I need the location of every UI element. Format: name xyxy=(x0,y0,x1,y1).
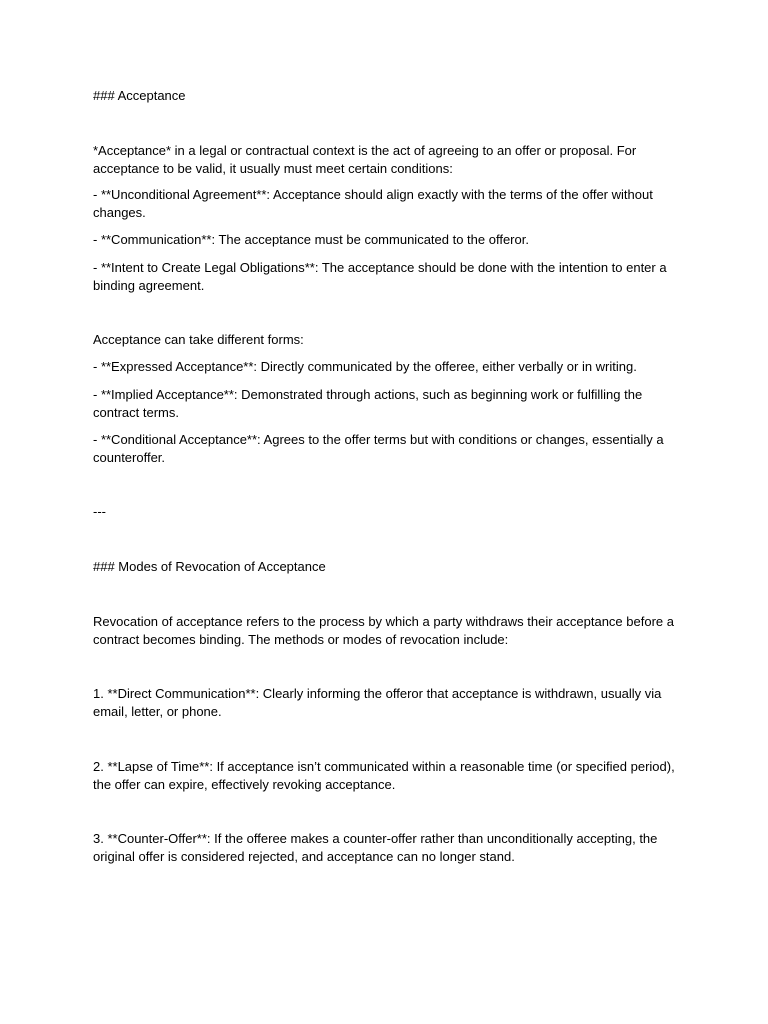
paragraph-acceptance-definition: *Acceptance* in a legal or contractual context is the act of agreeing to an offer or proposal. For acceptance to be valid, it usually must meet certain conditions: xyxy=(93,143,637,176)
list-item-conditional-acceptance: - **Conditional Acceptance**: Agrees to the offer terms but with conditions or changes, essentially a counteroffer. xyxy=(93,432,664,465)
paragraph-acceptance-forms: Acceptance can take different forms: xyxy=(93,332,304,347)
section-divider: --- xyxy=(93,504,106,519)
list-item-communication: - **Communication**: The acceptance must be communicated to the offeror. xyxy=(93,232,529,247)
document-page xyxy=(93,0,678,1024)
paragraph-revocation-definition: Revocation of acceptance refers to the process by which a party withdraws their acceptance before a contract becomes binding. The methods or modes of revocation include: xyxy=(93,614,674,647)
list-item-direct-communication: 1. **Direct Communication**: Clearly informing the offeror that acceptance is withdrawn, usually via email, letter, or phone. xyxy=(93,686,662,719)
list-item-expressed-acceptance: - **Expressed Acceptance**: Directly communicated by the offeree, either verbally or in writing. xyxy=(93,359,637,374)
list-item-unconditional-agreement: - **Unconditional Agreement**: Acceptance should align exactly with the terms of the offer without changes. xyxy=(93,187,653,220)
heading-modes-of-revocation: ### Modes of Revocation of Acceptance xyxy=(93,559,326,574)
heading-acceptance: ### Acceptance xyxy=(93,88,186,103)
list-item-implied-acceptance: - **Implied Acceptance**: Demonstrated through actions, such as beginning work or fulfilling the contract terms. xyxy=(93,387,643,420)
list-item-counter-offer: 3. **Counter-Offer**: If the offeree makes a counter-offer rather than unconditionally accepting, the original offer is considered rejected, and acceptance can no longer stand. xyxy=(93,831,658,864)
list-item-intent-legal-obligations: - **Intent to Create Legal Obligations**: The acceptance should be done with the intention to enter a binding agreement. xyxy=(93,260,667,293)
list-item-lapse-of-time: 2. **Lapse of Time**: If acceptance isn’t communicated within a reasonable time (or specified period), the offer can expire, effectively revoking acceptance. xyxy=(93,759,675,792)
